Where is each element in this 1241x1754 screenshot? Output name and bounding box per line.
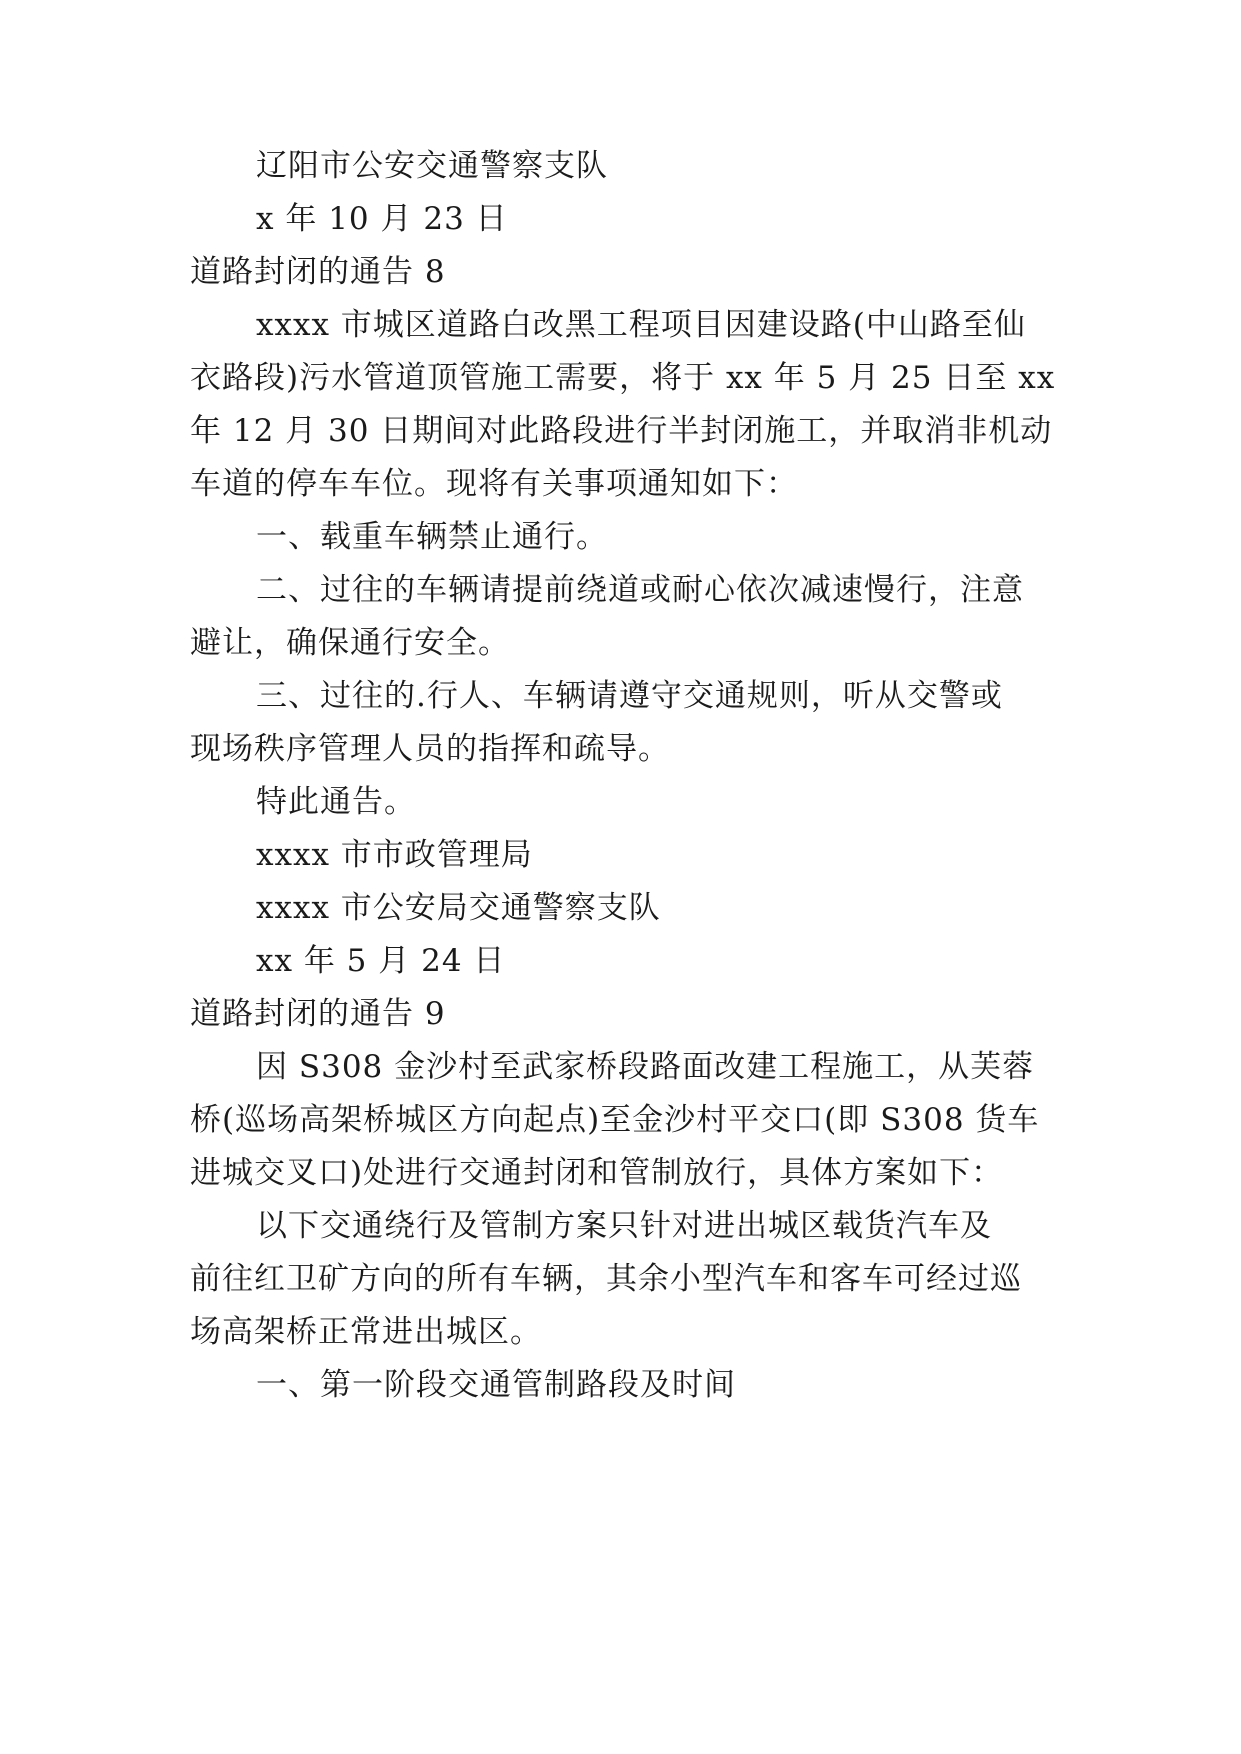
notice-9-section-1: 一、第一阶段交通管制路段及时间 [256,1367,736,1403]
notice-8-paragraph-line: xxxx 市城区道路白改黑工程项目因建设路(中山路至仙 [256,307,1026,343]
notice-8-item-3: 三、过往的.行人、车辆请遵守交通规则，听从交警或 [256,678,1003,714]
notice-8-item-2: 二、过往的车辆请提前绕道或耐心依次减速慢行，注意 [256,572,1024,608]
signature-issuer: 辽阳市公安交通警察支队 [256,148,608,184]
notice-8-paragraph-line: 年 12 月 30 日期间对此路段进行半封闭施工，并取消非机动 [190,413,1053,449]
notice-8-item-2-cont: 避让，确保通行安全。 [190,625,510,661]
notice-heading-8: 道路封闭的通告 8 [190,254,446,290]
notice-8-issuer-1: xxxx 市市政管理局 [256,837,533,873]
notice-8-closing: 特此通告。 [256,784,416,820]
notice-8-date: xx 年 5 月 24 日 [256,943,506,979]
notice-8-item-1: 一、载重车辆禁止通行。 [256,519,608,555]
notice-9-paragraph-line: 桥(巡场高架桥城区方向起点)至金沙村平交口(即 S308 货车 [190,1102,1040,1138]
notice-8-paragraph-line: 车道的停车车位。现将有关事项通知如下： [190,466,798,502]
notice-9-paragraph2-line: 以下交通绕行及管制方案只针对进出城区载货汽车及 [256,1208,992,1244]
notice-8-issuer-2: xxxx 市公安局交通警察支队 [256,890,661,926]
notice-9-paragraph2-line: 前往红卫矿方向的所有车辆，其余小型汽车和客车可经过巡 [190,1261,1022,1297]
notice-9-paragraph2-line: 场高架桥正常进出城区。 [190,1314,542,1350]
notice-9-paragraph-line: 进城交叉口)处进行交通封闭和管制放行，具体方案如下： [190,1155,1004,1191]
notice-8-item-3-cont: 现场秩序管理人员的指挥和疏导。 [190,731,670,767]
notice-heading-9: 道路封闭的通告 9 [190,996,446,1032]
signature-date: x 年 10 月 23 日 [256,201,508,237]
notice-8-paragraph-line: 衣路段)污水管道顶管施工需要，将于 xx 年 5 月 25 日至 xx [190,360,1056,396]
notice-9-paragraph-line: 因 S308 金沙村至武家桥段路面改建工程施工，从芙蓉 [256,1049,1035,1085]
